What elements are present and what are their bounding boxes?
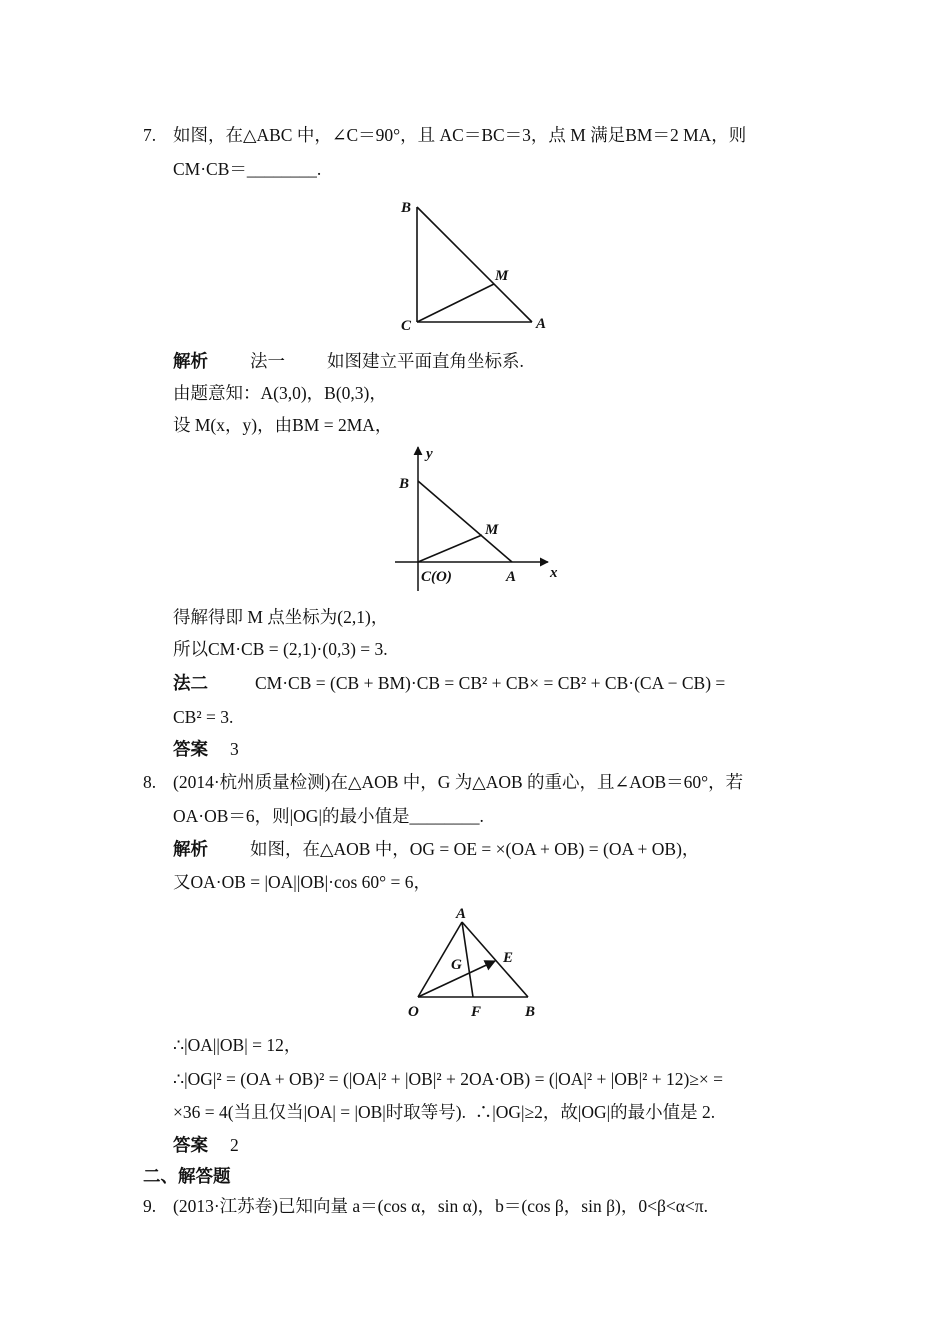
label-f: F [471, 1004, 482, 1020]
label-c: C [401, 318, 412, 334]
solution-text: CM·CB = (CB + BM)·CB = CB² + CB× = CB² + CB·(CA − CB) = [255, 673, 726, 693]
solution-text: CB² = 3. [173, 707, 234, 727]
label-a: A [536, 316, 547, 332]
question-number: 8. [143, 772, 157, 792]
analysis-label: 解析 [173, 351, 208, 371]
section-heading: 二、解答题 [143, 1166, 231, 1186]
solution-text: 由题意知：A(3,0)，B(0,3)， [173, 383, 387, 403]
solution-text: ×36 = 4(当且仅当|OA| = |OB|时取等号). ∴|OG|≥2，故|OG|的最小值是 2. [173, 1102, 716, 1122]
solution-text: 设 M(x，y)，由BM = 2MA， [173, 415, 393, 435]
label-b: B [401, 200, 412, 216]
label-b: B [525, 1004, 536, 1020]
label-m: M [485, 522, 499, 538]
question-text: (2014·杭州质量检测)在△AOB 中，G 为△AOB 的重心，且∠AOB＝60°，若 [173, 772, 744, 792]
label-c-origin: C(O) [421, 569, 452, 585]
answer-value: 3 [230, 739, 239, 759]
question-text: CM·CB＝________. [173, 159, 322, 179]
question-number: 9. [143, 1196, 157, 1216]
analysis-label: 解析 [173, 839, 208, 859]
answer-label: 答案 [173, 739, 208, 759]
question-number: 7. [143, 125, 157, 145]
method-label: 法一 [250, 351, 285, 371]
solution-text: 得解得即 M 点坐标为(2,1)， [173, 607, 389, 627]
triangle-figure-abc [395, 195, 555, 335]
solution-text: ∴|OA||OB| = 12， [173, 1035, 302, 1055]
label-e: E [503, 950, 514, 966]
triangle-figure-aob [405, 903, 550, 1021]
question-text: (2013·江苏卷)已知向量 a＝(cos α，sin α)，b＝(cos β，sin β)，0<β<α<π. [173, 1196, 708, 1216]
answer-value: 2 [230, 1135, 239, 1155]
label-a: A [456, 906, 467, 922]
solution-text: 又OA·OB = |OA||OB|·cos 60° = 6， [173, 872, 432, 892]
question-text: 如图，在△ABC 中，∠C＝90°，且 AC＝BC＝3，点 M 满足BM＝2 MA，则 [173, 125, 747, 145]
label-b: B [399, 476, 410, 492]
method-label: 法二 [173, 673, 208, 693]
solution-text: 如图，在△AOB 中，OG = OE = ×(OA + OB) = (OA + OB)， [250, 839, 700, 859]
label-m: M [495, 268, 509, 284]
label-g: G [451, 957, 462, 973]
solution-text: 如图建立平面直角坐标系. [327, 351, 524, 371]
answer-label: 答案 [173, 1135, 208, 1155]
label-o: O [408, 1004, 419, 1020]
question-text: OA·OB＝6，则|OG|的最小值是________. [173, 806, 484, 826]
coordinate-figure [393, 443, 568, 593]
solution-text: ∴|OG|² = (OA + OB)² = (|OA|² + |OB|² + 2OA·OB) = (|OA|² + |OB|² + 12)≥× = [173, 1069, 724, 1089]
label-x-axis: x [550, 565, 558, 581]
label-a: A [506, 569, 517, 585]
label-y-axis: y [426, 446, 433, 462]
solution-text: 所以CM·CB = (2,1)·(0,3) = 3. [173, 639, 388, 659]
